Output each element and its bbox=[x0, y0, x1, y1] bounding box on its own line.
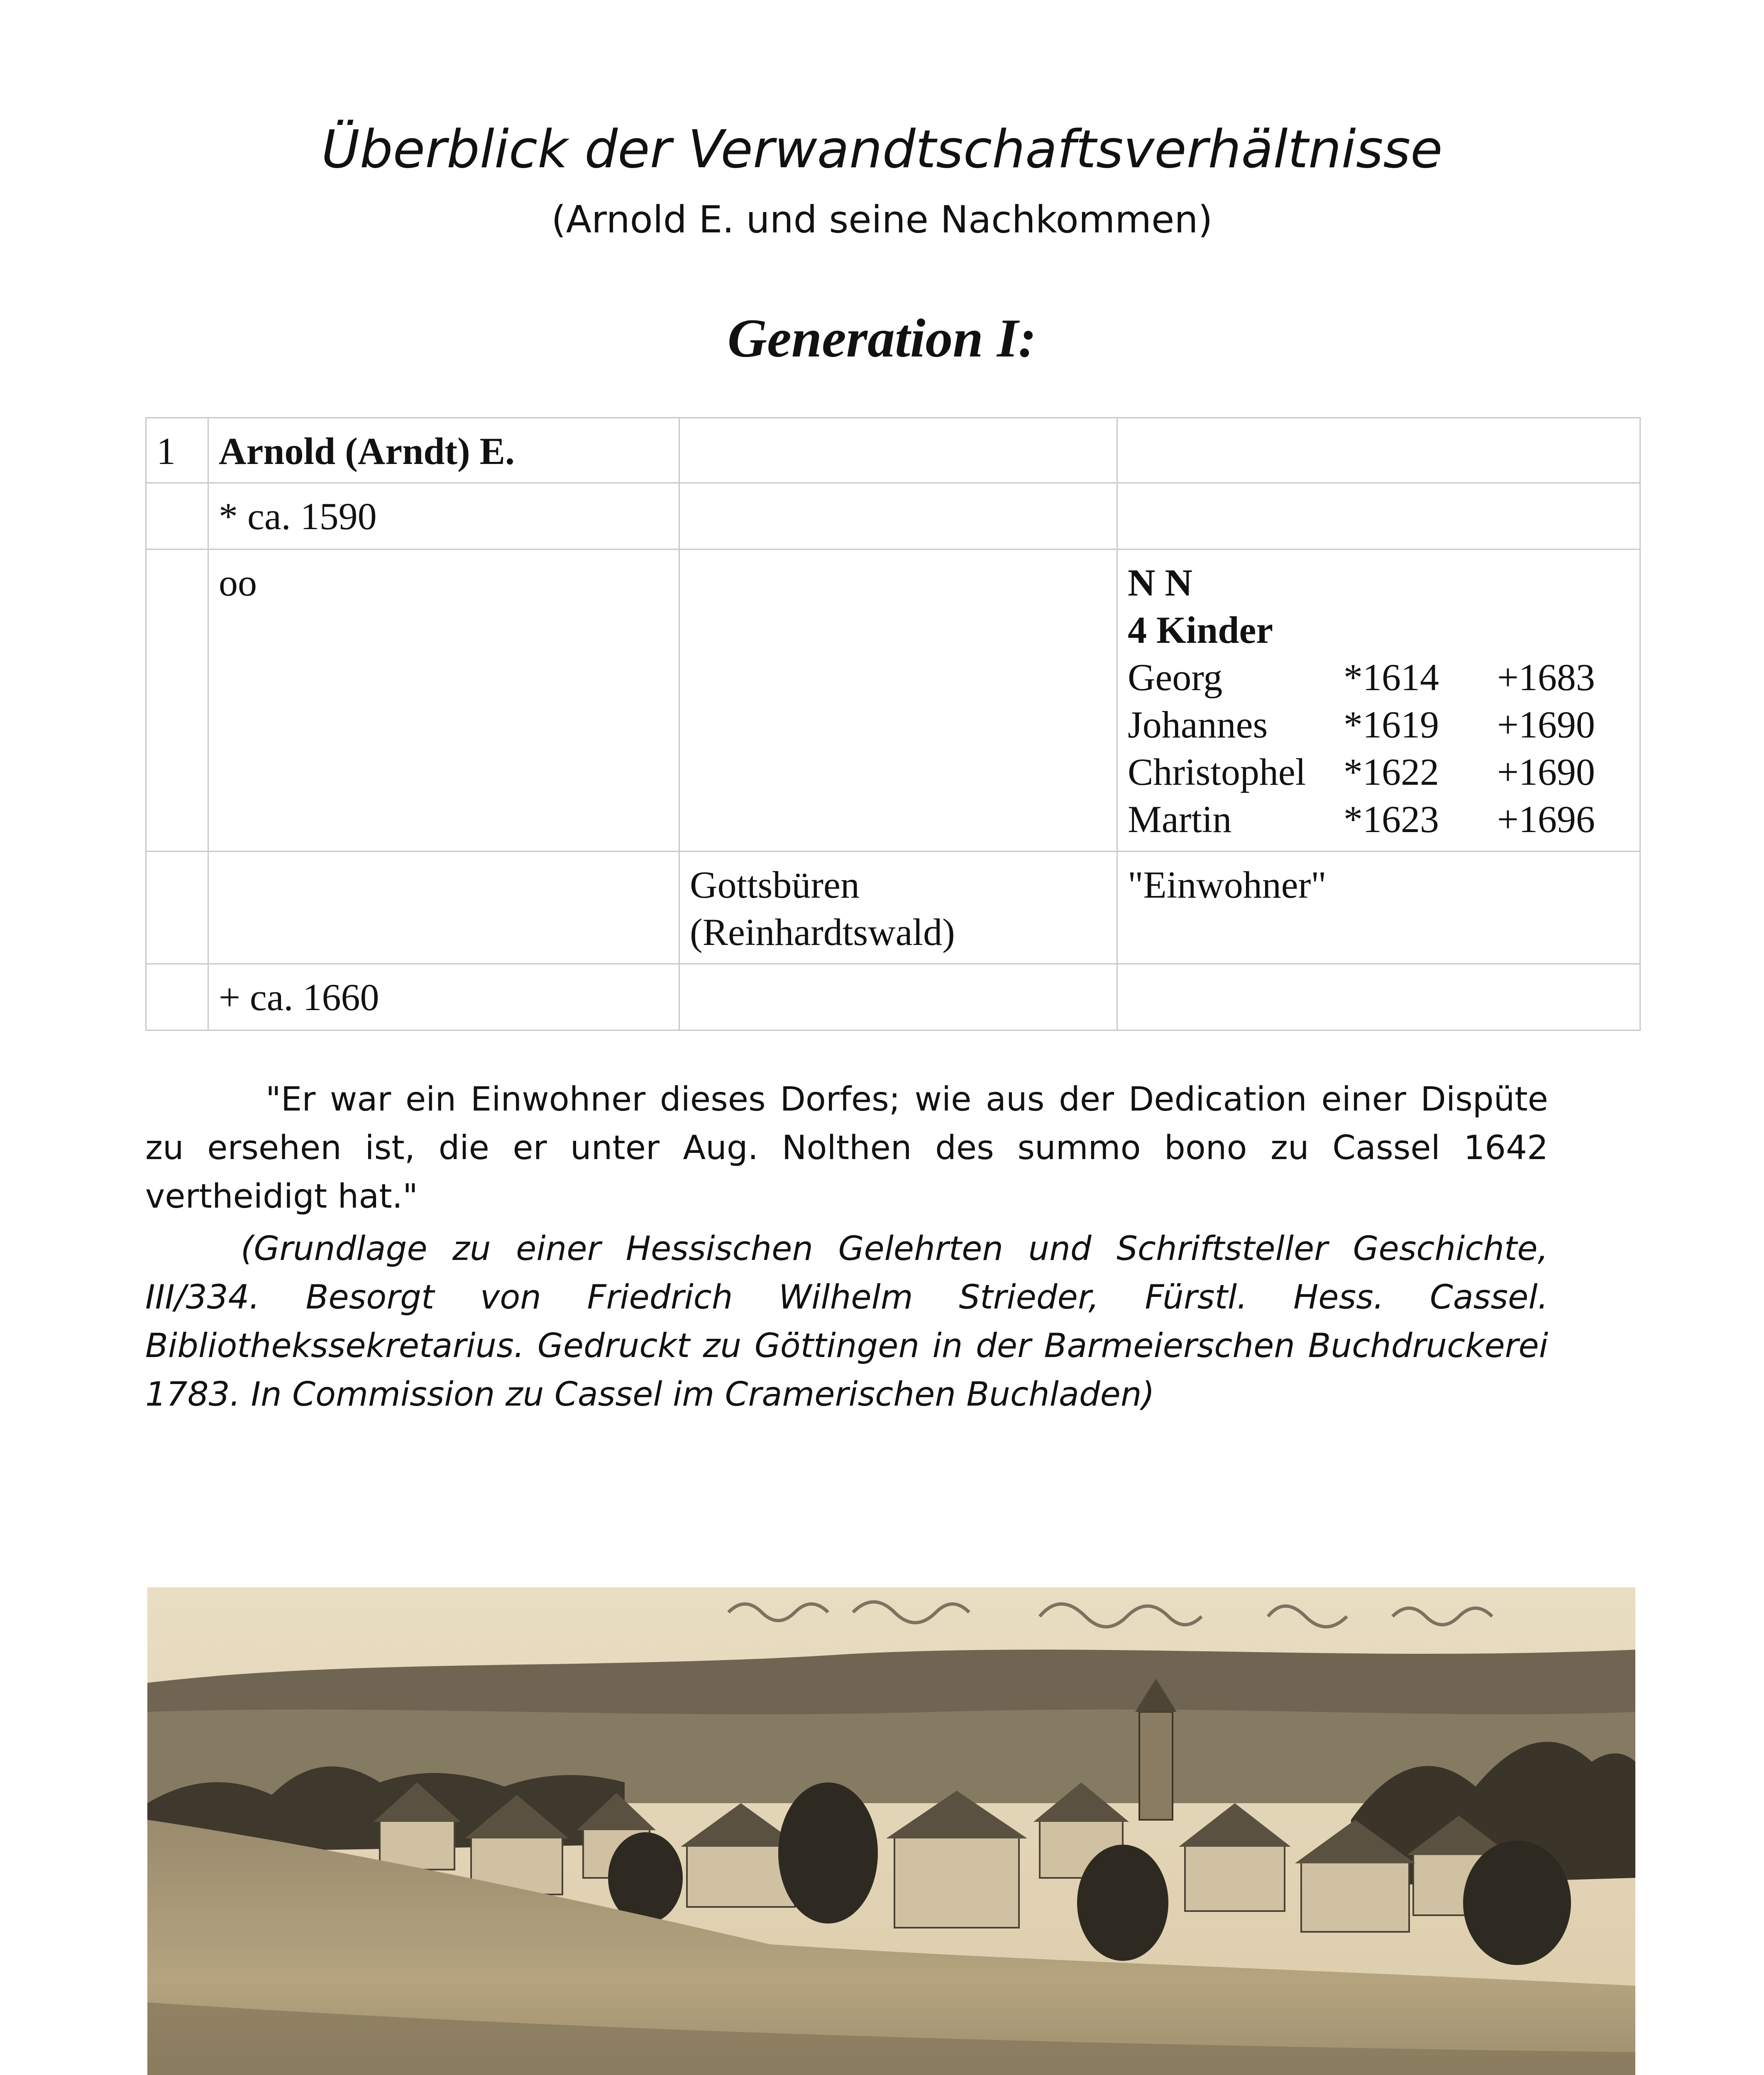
empty-cell bbox=[146, 852, 208, 964]
record-number: 1 bbox=[146, 418, 208, 483]
table-row bbox=[146, 549, 1640, 852]
child-row bbox=[1128, 701, 1595, 748]
table-row bbox=[146, 852, 1640, 964]
empty-cell bbox=[1117, 964, 1640, 1030]
children-count: 4 Kinder bbox=[1128, 609, 1273, 651]
child-birth: *1619 bbox=[1344, 703, 1439, 746]
child-name: Georg bbox=[1128, 656, 1223, 698]
empty-cell bbox=[146, 964, 208, 1030]
village-photo bbox=[147, 1587, 1635, 2075]
person-name: Arnold (Arndt) E. bbox=[208, 418, 679, 483]
empty-cell bbox=[679, 418, 1117, 483]
child-birth: *1622 bbox=[1344, 751, 1439, 793]
occupation-cell: "Einwohner" bbox=[1117, 852, 1640, 964]
genealogy-table bbox=[145, 417, 1641, 1031]
empty-cell bbox=[146, 549, 208, 852]
citation-paragraph: (Grundlage zu einer Hessischen Gelehrten und Schriftsteller Geschichte, III/334. Besorgt von Friedrich Wilhelm Strieder, Fürstl. Hess. Cassel. Bibliothekssekretarius. Gedruckt zu Göttingen in der Barmeierschen Buchdruckerei 1783. In Commission zu Cassel im Cramerischen Buchladen) bbox=[145, 1229, 1548, 1413]
death-date: + ca. 1660 bbox=[208, 964, 679, 1030]
empty-cell bbox=[1117, 483, 1640, 549]
birth-date: * ca. 1590 bbox=[208, 483, 679, 549]
empty-cell bbox=[679, 549, 1117, 852]
child-death: +1683 bbox=[1497, 656, 1595, 698]
spouse-cell bbox=[1117, 549, 1640, 852]
child-birth: *1614 bbox=[1344, 656, 1439, 698]
empty-cell bbox=[1117, 418, 1640, 483]
generation-heading: Generation I: bbox=[727, 308, 1037, 369]
page-title: Überblick der Verwandtschaftsverhältnisse bbox=[321, 119, 1443, 180]
child-name: Martin bbox=[1128, 798, 1232, 840]
place-cell: Gottsbüren (Reinhardtswald) bbox=[679, 852, 1117, 964]
child-death: +1690 bbox=[1497, 751, 1595, 793]
child-row bbox=[1128, 748, 1595, 796]
empty-cell bbox=[146, 483, 208, 549]
spouse-name: N N bbox=[1128, 561, 1192, 604]
children-list bbox=[1128, 654, 1595, 843]
marriage-symbol: oo bbox=[208, 549, 679, 852]
child-birth: *1623 bbox=[1344, 798, 1439, 840]
child-row bbox=[1128, 654, 1595, 701]
child-death: +1696 bbox=[1497, 798, 1595, 840]
table-row bbox=[146, 964, 1640, 1030]
child-name: Johannes bbox=[1128, 703, 1268, 746]
empty-cell bbox=[208, 852, 679, 964]
table-row bbox=[146, 483, 1640, 549]
empty-cell bbox=[679, 483, 1117, 549]
table-row bbox=[146, 418, 1640, 483]
quote-paragraph: "Er war ein Einwohner dieses Dorfes; wie aus der Dedication einer Dispüte zu ersehen ist, die er unter Aug. Nolthen des summo bono zu Cassel 1642 vertheidigt hat." bbox=[145, 1080, 1548, 1216]
child-name: Christophel bbox=[1128, 751, 1306, 793]
empty-cell bbox=[679, 964, 1117, 1030]
child-row bbox=[1128, 796, 1595, 843]
child-death: +1690 bbox=[1497, 703, 1595, 746]
page-subtitle: (Arnold E. und seine Nachkommen) bbox=[551, 198, 1213, 242]
